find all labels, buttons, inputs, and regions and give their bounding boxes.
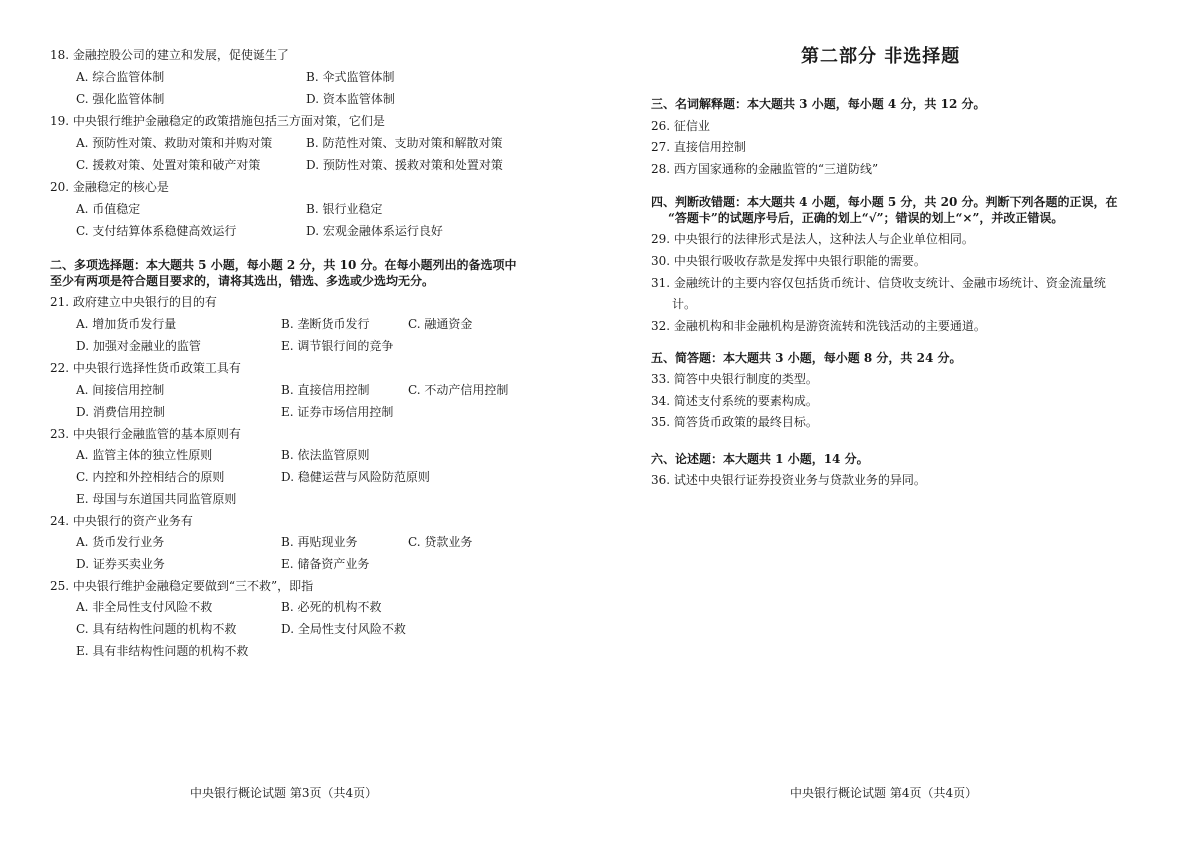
question-26: 26. 征信业 [651,119,710,133]
question-34: 34. 简述支付系统的要素构成。 [651,394,818,408]
question-23-option-d: D. 稳健运营与风险防范原则 [281,470,430,484]
question-19-option-b: B. 防范性对策、支助对策和解散对策 [306,136,503,150]
section-4-heading-line-2: “答题卡”的试题序号后，正确的划上“√”；错误的划上“×”，并改正错误。 [668,211,1064,225]
question-25-stem: 25. 中央银行维护金融稳定要做到“三不救”，即指 [50,579,314,593]
part-two-title: 第二部分 非选择题 [801,46,961,67]
question-25-option-b: B. 必死的机构不救 [281,600,382,614]
question-33: 33. 简答中央银行制度的类型。 [651,372,818,386]
question-25-option-a: A. 非全局性支付风险不救 [76,600,213,614]
question-24-option-e: E. 储备资产业务 [281,557,370,571]
question-21-option-c: C. 融通资金 [408,317,473,331]
question-24-option-c: C. 贷款业务 [408,535,473,549]
question-27: 27. 直接信用控制 [651,140,746,154]
question-32: 32. 金融机构和非金融机构是游资流转和洗钱活动的主要通道。 [651,319,986,333]
question-20-option-d: D. 宏观金融体系运行良好 [306,224,443,238]
section-4-heading-line-1: 四、判断改错题：本大题共 4 小题，每小题 5 分，共 20 分。判断下列各题的正误，在 [651,195,1118,209]
page-footer-right: 中央银行概论试题 第4页（共4页） [790,786,978,800]
question-18-option-a: A. 综合监管体制 [76,70,165,84]
question-23-stem: 23. 中央银行金融监管的基本原则有 [50,427,241,441]
question-21-stem: 21. 政府建立中央银行的目的有 [50,295,217,309]
question-18-stem: 18. 金融控股公司的建立和发展，促使诞生了 [50,48,289,62]
question-23-option-c: C. 内控和外控相结合的原则 [76,470,225,484]
question-25-option-d: D. 全局性支付风险不救 [281,622,406,636]
question-18-option-c: C. 强化监管体制 [76,92,165,106]
section-2-heading-line-2: 至少有两项是符合题目要求的，请将其选出，错选、多选或少选均无分。 [50,274,435,288]
question-23-option-a: A. 监管主体的独立性原则 [76,448,213,462]
question-22-option-b: B. 直接信用控制 [281,383,370,397]
question-20-option-a: A. 币值稳定 [76,202,141,216]
question-21-option-d: D. 加强对金融业的监管 [76,339,201,353]
question-30: 30. 中央银行吸收存款是发挥中央银行职能的需要。 [651,254,926,268]
question-35: 35. 简答货币政策的最终目标。 [651,415,818,429]
question-20-option-c: C. 支付结算体系稳健高效运行 [76,224,237,238]
question-31-line-1: 31. 金融统计的主要内容仅包括货币统计、信贷收支统计、金融市场统计、资金流量统 [651,276,1106,290]
question-21-option-e: E. 调节银行间的竞争 [281,339,394,353]
question-20-stem: 20. 金融稳定的核心是 [50,180,169,194]
section-6-heading: 六、论述题：本大题共 1 小题，14 分。 [651,452,869,466]
question-19-option-c: C. 援救对策、处置对策和破产对策 [76,158,261,172]
question-19-stem: 19. 中央银行维护金融稳定的政策措施包括三方面对策，它们是 [50,114,385,128]
question-29: 29. 中央银行的法律形式是法人，这种法人与企业单位相同。 [651,232,974,246]
question-23-option-b: B. 依法监管原则 [281,448,370,462]
question-22-stem: 22. 中央银行选择性货币政策工具有 [50,361,241,375]
right-page [596,0,1193,844]
question-21-option-b: B. 垄断货币发行 [281,317,370,331]
question-25-option-e: E. 具有非结构性问题的机构不救 [76,644,249,658]
question-22-option-c: C. 不动产信用控制 [408,383,509,397]
question-21-option-a: A. 增加货币发行量 [76,317,177,331]
question-28: 28. 西方国家通称的金融监管的“三道防线” [651,162,879,176]
page-footer-left: 中央银行概论试题 第3页（共4页） [190,786,378,800]
section-5-heading: 五、简答题：本大题共 3 小题，每小题 8 分，共 24 分。 [651,351,962,365]
question-18-option-d: D. 资本监管体制 [306,92,395,106]
question-20-option-b: B. 银行业稳定 [306,202,383,216]
question-25-option-c: C. 具有结构性问题的机构不救 [76,622,237,636]
section-3-heading: 三、名词解释题：本大题共 3 小题，每小题 4 分，共 12 分。 [651,97,986,111]
question-24-stem: 24. 中央银行的资产业务有 [50,514,193,528]
question-19-option-a: A. 预防性对策、救助对策和并购对策 [76,136,273,150]
question-24-option-b: B. 再贴现业务 [281,535,358,549]
question-24-option-a: A. 货币发行业务 [76,535,165,549]
question-36: 36. 试述中央银行证券投资业务与贷款业务的异同。 [651,473,926,487]
question-22-option-a: A. 间接信用控制 [76,383,165,397]
question-23-option-e: E. 母国与东道国共同监管原则 [76,492,237,506]
question-22-option-d: D. 消费信用控制 [76,405,165,419]
section-2-heading-line-1: 二、多项选择题：本大题共 5 小题，每小题 2 分，共 10 分。在每小题列出的备选项中 [50,258,517,272]
question-18-option-b: B. 伞式监管体制 [306,70,395,84]
question-31-line-2: 计。 [672,297,697,311]
left-page [0,0,596,844]
question-19-option-d: D. 预防性对策、援救对策和处置对策 [306,158,503,172]
question-22-option-e: E. 证券市场信用控制 [281,405,394,419]
question-24-option-d: D. 证券买卖业务 [76,557,165,571]
